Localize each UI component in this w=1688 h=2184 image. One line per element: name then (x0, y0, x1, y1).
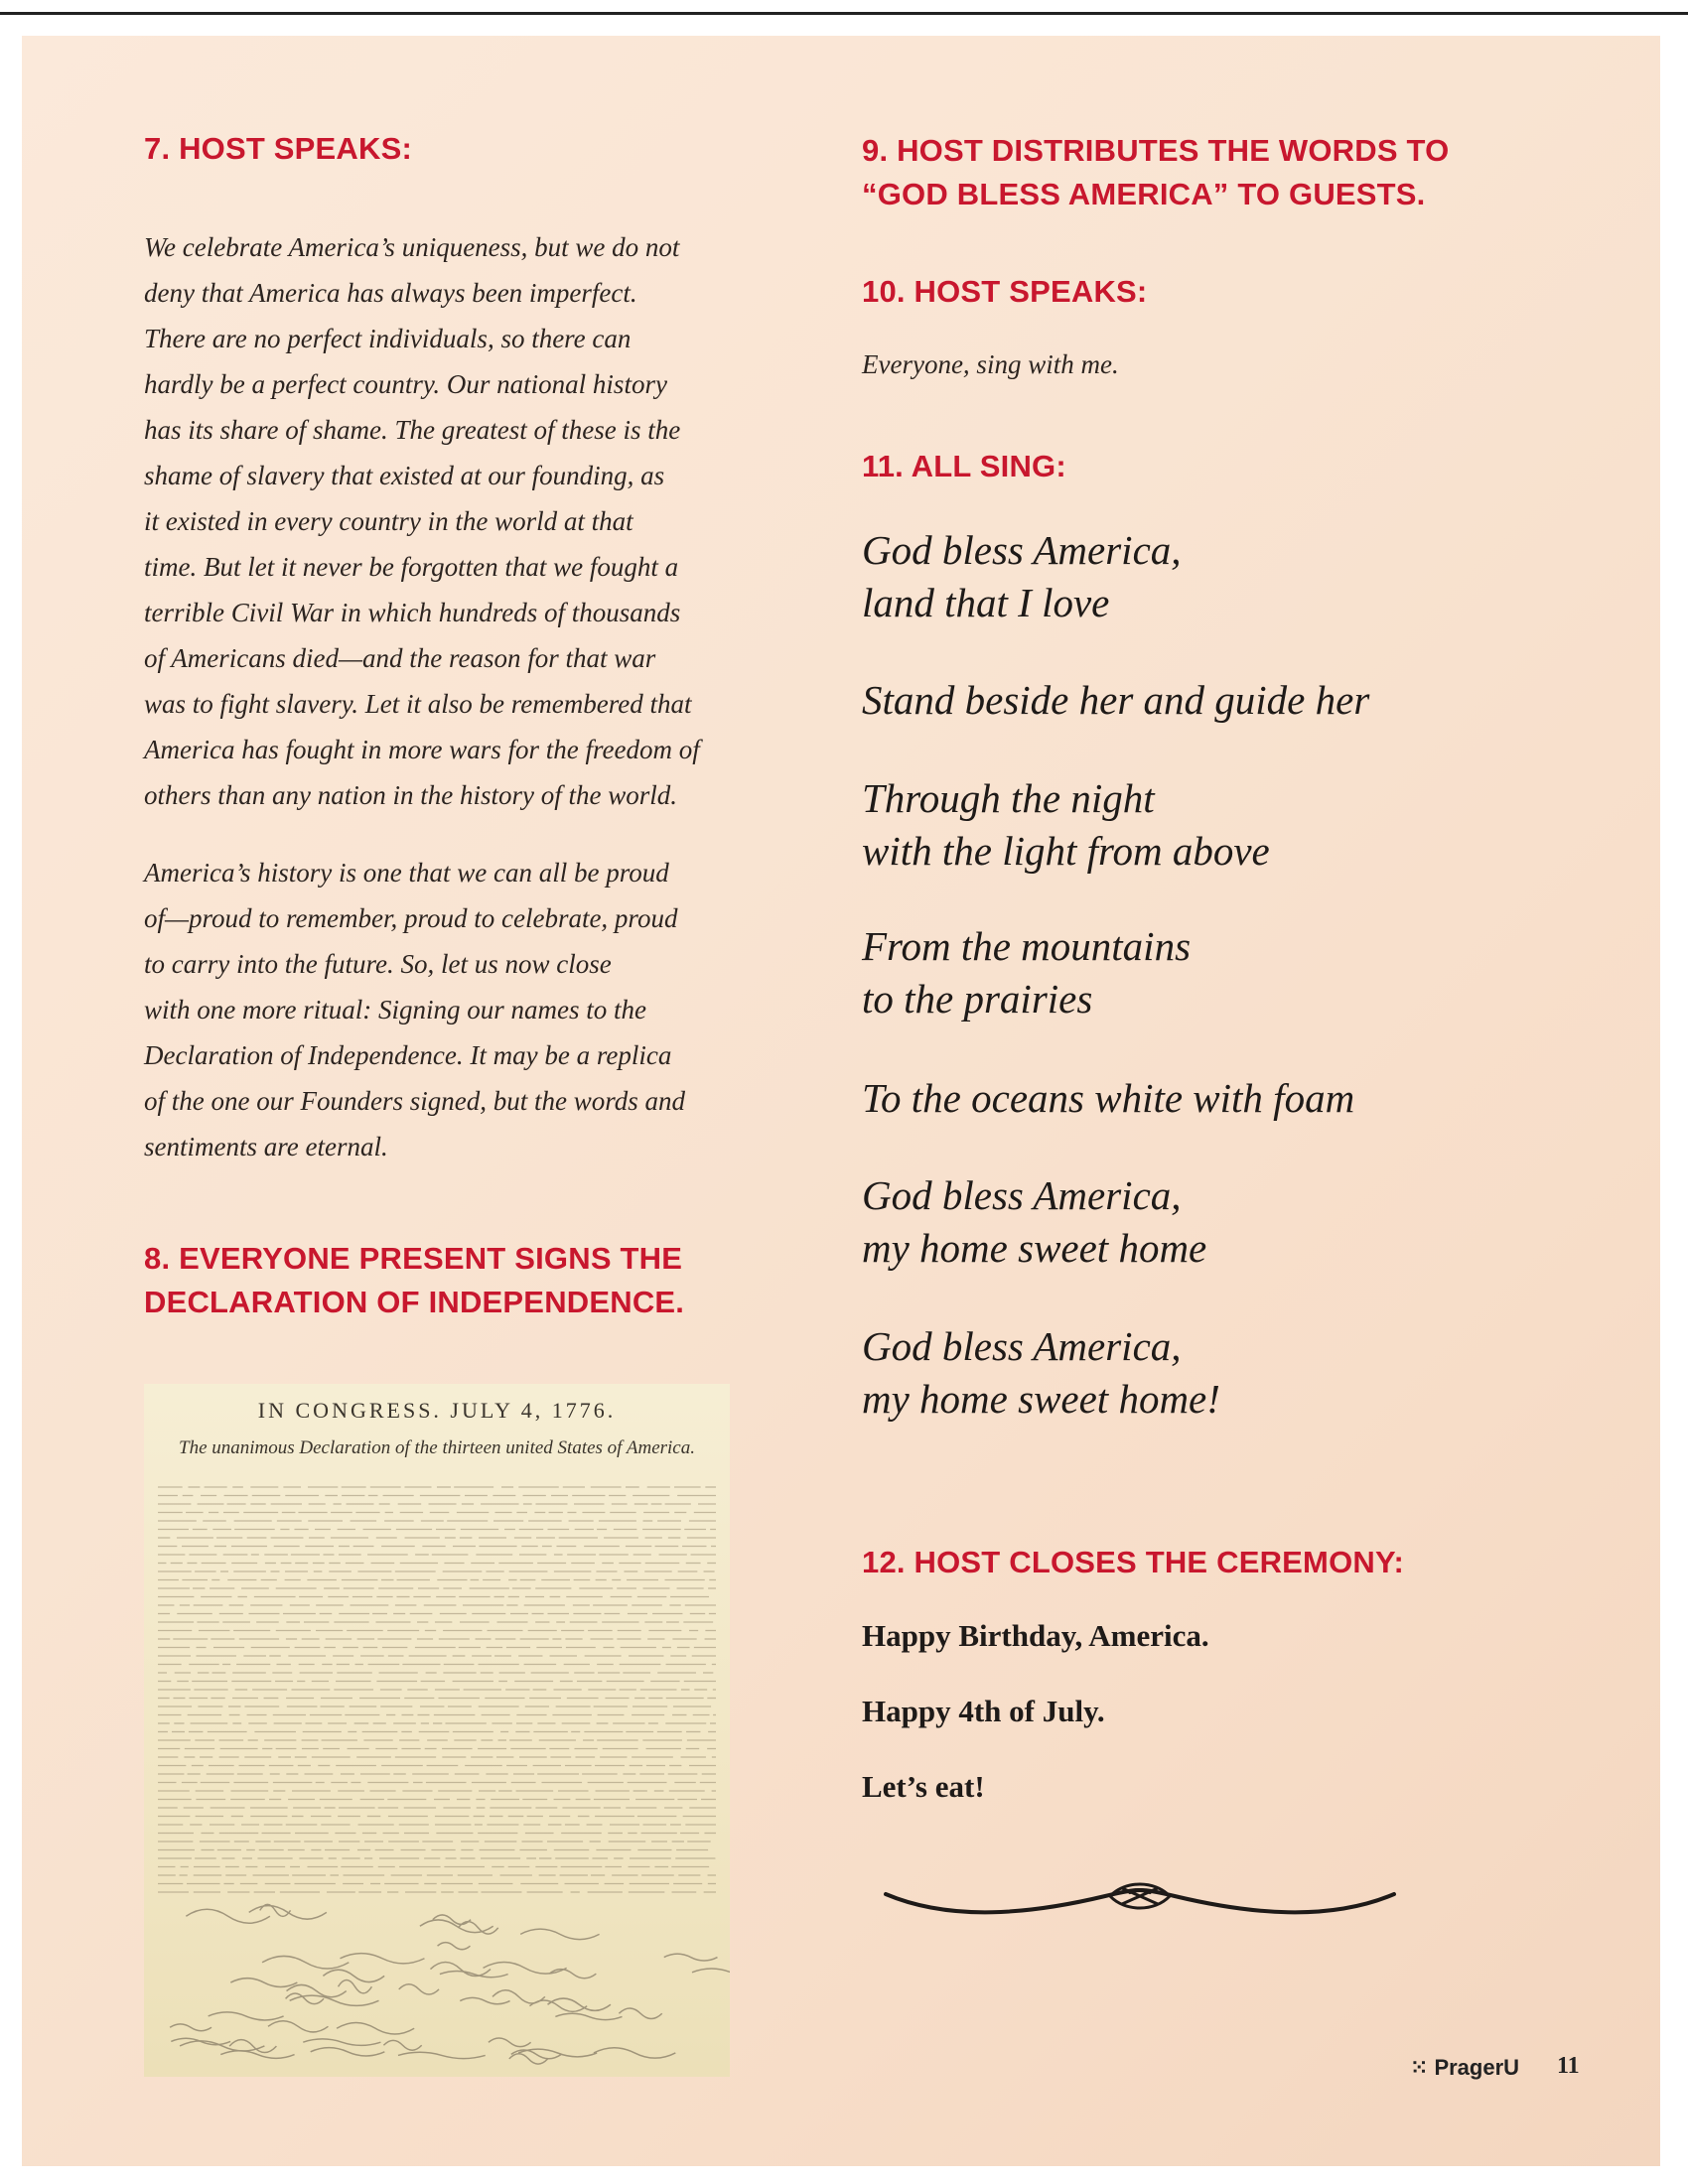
lyric-line: with the light from above (862, 828, 1270, 874)
declaration-signature-stroke (399, 1984, 439, 1994)
declaration-signature-stroke (594, 2048, 675, 2058)
declaration-signature-stroke (171, 2038, 230, 2044)
lyric-line: God bless America, (862, 527, 1182, 573)
text-line: terrible Civil War in which hundreds of thousands (144, 598, 681, 627)
declaration-signature-stroke (337, 2022, 414, 2034)
lyric-line: Stand beside her and guide her (862, 677, 1370, 723)
text-line: sentiments are eternal. (144, 1132, 388, 1161)
heading-line: “GOD BLESS AMERICA” TO GUESTS. (862, 177, 1426, 211)
declaration-signature-stroke (438, 1943, 471, 1950)
text-line: There are no perfect individuals, so there can (144, 324, 632, 353)
closing-line: Happy 4th of July. (862, 1694, 1105, 1728)
text-line: hardly be a perfect country. Our national history (144, 369, 667, 399)
declaration-signature-stroke (303, 2039, 380, 2045)
host-speech-paragraph-2 (144, 850, 685, 1169)
text-line: of the one our Founders signed, but the words and (144, 1086, 685, 1116)
declaration-signature-stroke (549, 1970, 596, 1979)
declaration-signature-stroke (420, 1920, 493, 1933)
declaration-signature-stroke (555, 2013, 622, 2019)
lyric-verse (862, 1320, 1220, 1426)
lyric-line: Through the night (862, 775, 1155, 821)
declaration-signature-stroke (170, 2024, 211, 2031)
closing-line: Happy Birthday, America. (862, 1618, 1209, 1653)
declaration-signature-stroke (268, 2021, 329, 2032)
declaration-signature-stroke (230, 1979, 297, 1987)
heading-11: 11. ALL SING: (862, 449, 1066, 483)
declaration-signature-stroke (220, 2051, 294, 2059)
text-line: Declaration of Independence. It may be a replica (144, 1040, 672, 1070)
heading-line: DECLARATION OF INDEPENDENCE. (144, 1285, 685, 1319)
text-line: America’s history is one that we can all be proud (144, 858, 669, 887)
text-line: time. But let it never be forgotten that we fought a (144, 552, 679, 582)
prageru-logo (1410, 2055, 1519, 2081)
declaration-signature-stroke (509, 2054, 548, 2064)
prageru-dots-icon: ⁙ (1410, 2055, 1429, 2080)
declaration-signature-stroke (286, 1993, 324, 2004)
declaration-signature-stroke (209, 2012, 284, 2020)
declaration-signature-stroke (520, 1929, 599, 1939)
text-line: it existed in every country in the world at that (144, 506, 633, 536)
text-line: of—proud to remember, proud to celebrate, proud (144, 903, 678, 933)
top-rule (0, 12, 1688, 15)
declaration-signature-stroke (249, 1906, 327, 1920)
declaration-signature-stroke (262, 1956, 349, 1969)
lyric-line: to the prairies (862, 976, 1093, 1022)
declaration-signature-stroke (518, 2049, 597, 2057)
heading-line: 9. HOST DISTRIBUTES THE WORDS TO (862, 133, 1450, 168)
host-speech-10: Everyone, sing with me. (862, 349, 1119, 379)
text-line: shame of slavery that existed at our founding, as (144, 461, 665, 490)
declaration-signature-stroke (664, 1954, 718, 1961)
text-line: America has fought in more wars for the freedom of (144, 735, 700, 764)
heading-12: 12. HOST CLOSES THE CEREMONY: (862, 1545, 1405, 1579)
declaration-signature-stroke (460, 1997, 509, 2003)
lyric-verse (862, 1169, 1206, 1275)
text-line: with one more ritual: Signing our names to the (144, 995, 646, 1024)
heading-10: 10. HOST SPEAKS: (862, 274, 1148, 309)
lyric-line: land that I love (862, 580, 1110, 625)
declaration-signature-stroke (489, 2038, 531, 2047)
flourish-divider-icon (882, 1866, 1398, 1936)
heading-line: 8. EVERYONE PRESENT SIGNS THE (144, 1241, 683, 1276)
declaration-signature-stroke (529, 2000, 587, 2011)
declaration-texture-icon (144, 1384, 730, 2077)
declaration-signature-stroke (383, 2040, 421, 2050)
declaration-image (144, 1384, 730, 2077)
lyric-line: To the oceans white with foam (862, 1075, 1355, 1121)
lyric-verse (862, 524, 1182, 629)
declaration-signature-stroke (311, 2048, 385, 2056)
text-line: We celebrate America’s uniqueness, but we do not (144, 232, 680, 262)
declaration-signature-stroke (484, 1963, 567, 1975)
lyric-line: my home sweet home! (862, 1376, 1220, 1422)
declaration-signature-stroke (619, 2008, 661, 2018)
closing-line: Let’s eat! (862, 1769, 985, 1804)
text-line: deny that America has always been imperfect. (144, 278, 637, 308)
heading-9 (862, 129, 1449, 216)
declaration-title: IN CONGRESS. JULY 4, 1776. (257, 1398, 617, 1423)
declaration-signature-stroke (398, 2052, 486, 2058)
declaration-subtitle: The unanimous Declaration of the thirteen united States of America. (179, 1437, 695, 1458)
text-line: of Americans died—and the reason for that war (144, 643, 656, 673)
lyric-verse (862, 920, 1191, 1025)
declaration-signature-stroke (340, 1954, 424, 1964)
lyric-line: my home sweet home (862, 1225, 1207, 1271)
lyric-line: From the mountains (862, 923, 1192, 969)
logo-text: PragerU (1434, 2055, 1520, 2080)
host-speech-paragraph-1 (144, 224, 700, 818)
text-line: others than any nation in the history of the world. (144, 780, 677, 810)
declaration-signature-stroke (186, 1909, 270, 1923)
lyric-verse (862, 1072, 1354, 1125)
declaration-signature-stroke (692, 1969, 730, 1977)
lyric-verse (862, 772, 1270, 878)
declaration-signature-stroke (430, 1963, 491, 1977)
text-line: was to fight slavery. Let it also be remembered that (144, 689, 692, 719)
lyric-line: God bless America, (862, 1323, 1182, 1369)
lyric-verse (862, 674, 1369, 727)
declaration-signature-stroke (323, 1970, 384, 1981)
lyric-line: God bless America, (862, 1172, 1182, 1218)
text-line: to carry into the future. So, let us now close (144, 949, 612, 979)
heading-7: 7. HOST SPEAKS: (144, 131, 412, 166)
page-number: 11 (1557, 2053, 1580, 2079)
text-line: has its share of shame. The greatest of these is the (144, 415, 681, 445)
heading-8 (144, 1237, 684, 1324)
